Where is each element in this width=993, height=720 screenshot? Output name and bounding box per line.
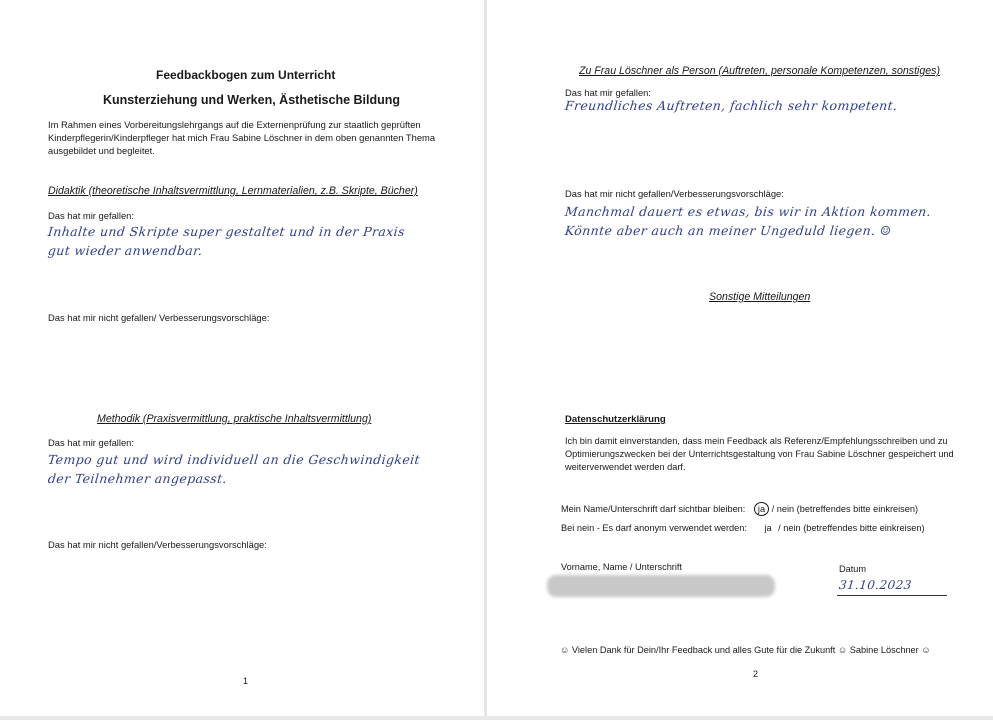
consent-visible-options: / nein (betreffendes bitte einkreisen) bbox=[771, 504, 919, 514]
methodik-disliked-label: Das hat mir nicht gefallen/Verbesserungsvorschläge: bbox=[48, 539, 267, 550]
methodik-liked-handwriting-2: der Teilnehmer angepasst. bbox=[47, 471, 228, 486]
viewer-bottom-edge bbox=[0, 716, 993, 720]
didaktik-heading: Didaktik (theoretische Inhaltsvermittlung, Lernmaterialien, z.B. Skripte, Bücher) bbox=[48, 185, 418, 197]
consent-visible-label: Mein Name/Unterschrift darf sichtbar bleiben: bbox=[561, 504, 746, 514]
page-number: 1 bbox=[243, 676, 249, 686]
consent-anonymous-options: / nein (betreffendes bitte einkreisen) bbox=[778, 523, 925, 533]
redacted-signature bbox=[547, 575, 775, 597]
methodik-liked-handwriting-1: Tempo gut und wird individuell an die Geschwindigkeit bbox=[47, 452, 421, 467]
methodik-heading: Methodik (Praxisvermittlung, praktische Inhaltsvermittlung) bbox=[97, 413, 372, 425]
consent-anonymous-label: Bei nein - Es darf anonym verwendet werden: bbox=[561, 523, 747, 533]
thanks-text: ☺ Vielen Dank für Dein/Ihr Feedback und alles Gute für die Zukunft ☺ Sabine Löschner ☺ bbox=[560, 645, 931, 655]
page-number: 2 bbox=[753, 669, 759, 679]
person-disliked-handwriting-1: Manchmal dauert es etwas, bis wir in Aktion kommen. bbox=[564, 204, 932, 219]
signature-label: Vorname, Name / Unterschrift bbox=[561, 562, 683, 572]
person-heading: Zu Frau Löschner als Person (Auftreten, personale Kompetenzen, sonstiges) bbox=[579, 65, 940, 77]
consent-anonymous-row bbox=[561, 523, 925, 533]
privacy-heading: Datenschutzerklärung bbox=[565, 414, 666, 425]
form-subtitle: Kunsterziehung und Werken, Ästhetische Bildung bbox=[103, 93, 401, 107]
person-disliked-handwriting-2: Könnte aber auch an meiner Ungeduld liegen. ☺ bbox=[564, 223, 893, 238]
didaktik-disliked-label: Das hat mir nicht gefallen/ Verbesserungsvorschläge: bbox=[48, 312, 270, 323]
didaktik-liked-handwriting-2: gut wieder anwendbar. bbox=[47, 243, 204, 258]
privacy-text: Ich bin damit einverstanden, dass mein Feedback als Referenz/Empfehlungsschreiben und zu Optimierungszwecken bei der Unterrichtsgestaltung von Frau Sabine Löschner gespeichert und weiterverwendet werden darf. bbox=[565, 436, 954, 472]
consent-anonymous-ja: ja bbox=[764, 523, 772, 533]
page-1 bbox=[0, 0, 484, 716]
intro-text: Im Rahmen eines Vorbereitungslehrgangs auf die Externenprüfung zur staatlich geprüften Kinderpflegerin/Kinderpfleger hat mich Frau Sabine Löschner in dem oben genannten Thema ausgebildet und begleitet. bbox=[48, 119, 436, 156]
date-line bbox=[837, 595, 947, 596]
didaktik-liked-label: Das hat mir gefallen: bbox=[48, 210, 134, 221]
consent-visible-ja-circled: ja bbox=[754, 502, 769, 516]
other-heading: Sonstige Mitteilungen bbox=[709, 291, 811, 303]
methodik-liked-label: Das hat mir gefallen: bbox=[48, 437, 134, 448]
person-liked-handwriting: Freundliches Auftreten, fachlich sehr kompetent. bbox=[564, 98, 899, 113]
form-title: Feedbackbogen zum Unterricht bbox=[156, 68, 336, 82]
person-disliked-label: Das hat mir nicht gefallen/Verbesserungsvorschläge: bbox=[565, 188, 784, 199]
didaktik-liked-handwriting-1: Inhalte und Skripte super gestaltet und in der Praxis bbox=[47, 224, 406, 239]
person-liked-label: Das hat mir gefallen: bbox=[565, 87, 651, 98]
date-handwriting: 31.10.2023 bbox=[838, 578, 913, 592]
consent-visible-row bbox=[561, 502, 918, 516]
page-2 bbox=[487, 0, 993, 716]
date-label: Datum bbox=[839, 564, 867, 574]
